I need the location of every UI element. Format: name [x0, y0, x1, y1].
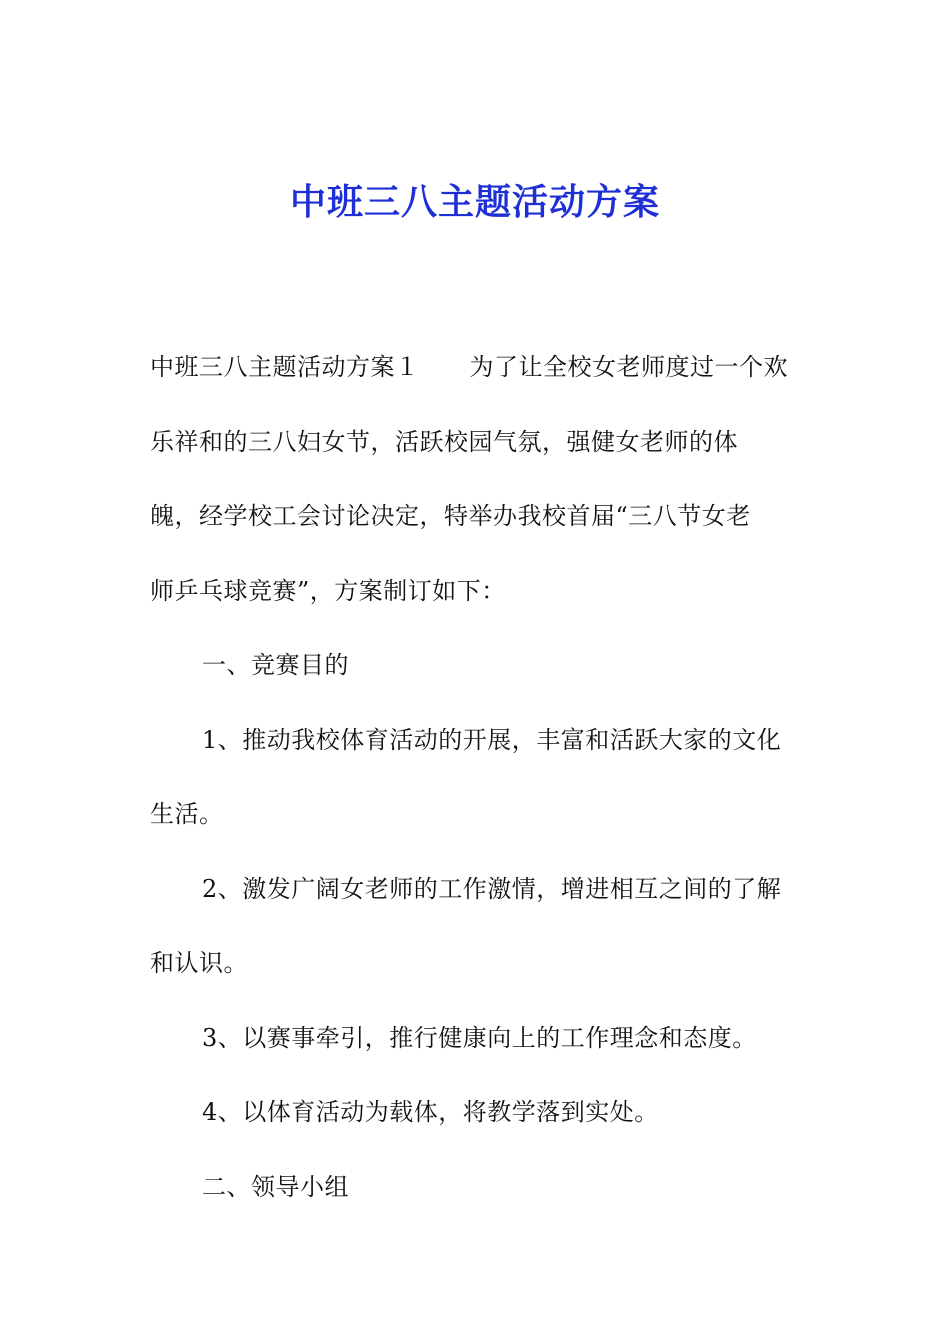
section-heading: 二、领导小组: [202, 1172, 349, 1201]
paragraph-line: 师乒乓球竞赛”，方案制订如下：: [150, 576, 506, 605]
section-heading: 一、竞赛目的: [202, 651, 349, 679]
intro-lead: 中班三八主题活动方案１: [150, 353, 420, 381]
paragraph-line: 生活。: [150, 800, 224, 828]
paragraph-line: 1、推动我校体育活动的开展，丰富和活跃大家的文化: [202, 725, 782, 754]
document-body: [150, 330, 810, 1224]
intro-text: 为了让全校女老师度过一个欢: [469, 353, 788, 381]
paragraph-line: 乐祥和的三八妇女节，活跃校园气氛，强健女老师的体: [150, 427, 738, 456]
paragraph-line: 4、以体育活动为载体，将教学落到实处。: [202, 1098, 659, 1126]
paragraph-line: 和认识。: [150, 949, 248, 977]
document-title: 中班三八主题活动方案: [289, 181, 660, 223]
paragraph-line: 魄，经学校工会讨论决定，特举办我校首届“三八节女老: [150, 502, 751, 530]
paragraph-line: 3、以赛事牵引，推行健康向上的工作理念和态度。: [202, 1023, 757, 1052]
paragraph-line: 2、激发广阔女老师的工作激情，增进相互之间的了解: [202, 874, 782, 903]
paragraph-line: [150, 330, 810, 405]
